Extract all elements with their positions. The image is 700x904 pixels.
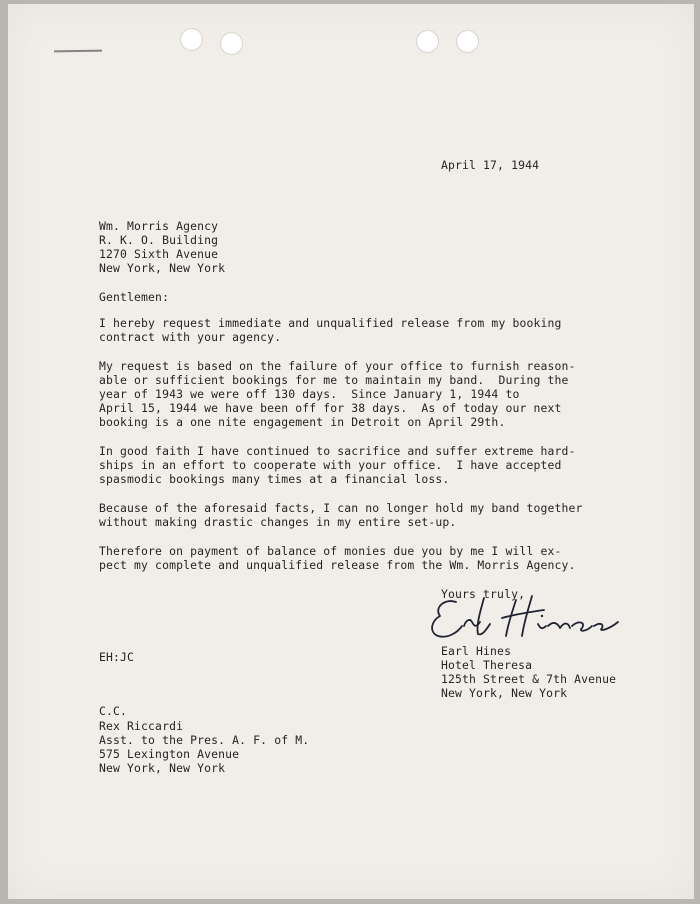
body-line: booking is a one nite engagement in Detroit on April 29th. (99, 415, 506, 429)
recipient-line: 1270 Sixth Avenue (99, 247, 219, 261)
sender-line: Earl Hines (441, 644, 512, 658)
body-line: Because of the aforesaid facts, I can no longer hold my band together (99, 501, 583, 515)
cc-line: Rex Riccardi (99, 719, 184, 733)
body-line: contract with your agency. (99, 330, 282, 344)
body-line: Therefore on payment of balance of monies due you by me I will ex- (99, 544, 562, 558)
body-line: In good faith I have continued to sacrifice and suffer extreme hard- (99, 444, 576, 458)
body-line: pect my complete and unqualified release from the Wm. Morris Agency. (99, 558, 576, 572)
sender-line: Hotel Theresa (441, 658, 533, 672)
cc-line: Asst. to the Pres. A. F. of M. (99, 733, 310, 747)
cc-line: New York, New York (99, 761, 226, 775)
sender-line: New York, New York (441, 686, 568, 700)
sender-line: 125th Street & 7th Avenue (441, 672, 617, 686)
body-line: spasmodic bookings many times at a financial loss. (99, 472, 450, 486)
letter-date: April 17, 1944 (441, 158, 540, 172)
typist-initials: EH:JC (99, 650, 135, 664)
punch-hole-1 (180, 28, 203, 51)
body-line: without making drastic changes in my entire set-up. (99, 515, 457, 529)
body-line: I hereby request immediate and unqualified release from my booking (99, 316, 562, 330)
body-line: My request is based on the failure of your office to furnish reason- (99, 359, 576, 373)
cc-line: 575 Lexington Avenue (99, 747, 240, 761)
recipient-line: Wm. Morris Agency (99, 219, 219, 233)
punch-hole-3 (416, 30, 439, 53)
handwritten-signature (426, 592, 622, 642)
body-line: year of 1943 we were off 130 days. Since January 1, 1944 to (99, 387, 520, 401)
closing: Yours truly, (441, 587, 526, 601)
punch-hole-2 (220, 32, 243, 55)
body-line: April 15, 1944 we have been off for 38 days. As of today our next (99, 401, 562, 415)
pencil-mark (54, 50, 102, 53)
punch-hole-4 (456, 30, 479, 53)
recipient-line: New York, New York (99, 261, 226, 275)
cc-label: C.C. (99, 704, 128, 718)
body-line: ships in an effort to cooperate with your office. I have accepted (99, 458, 562, 472)
recipient-line: R. K. O. Building (99, 233, 219, 247)
body-line: able or sufficient bookings for me to maintain my band. During the (99, 373, 569, 387)
salutation: Gentlemen: (99, 290, 170, 304)
